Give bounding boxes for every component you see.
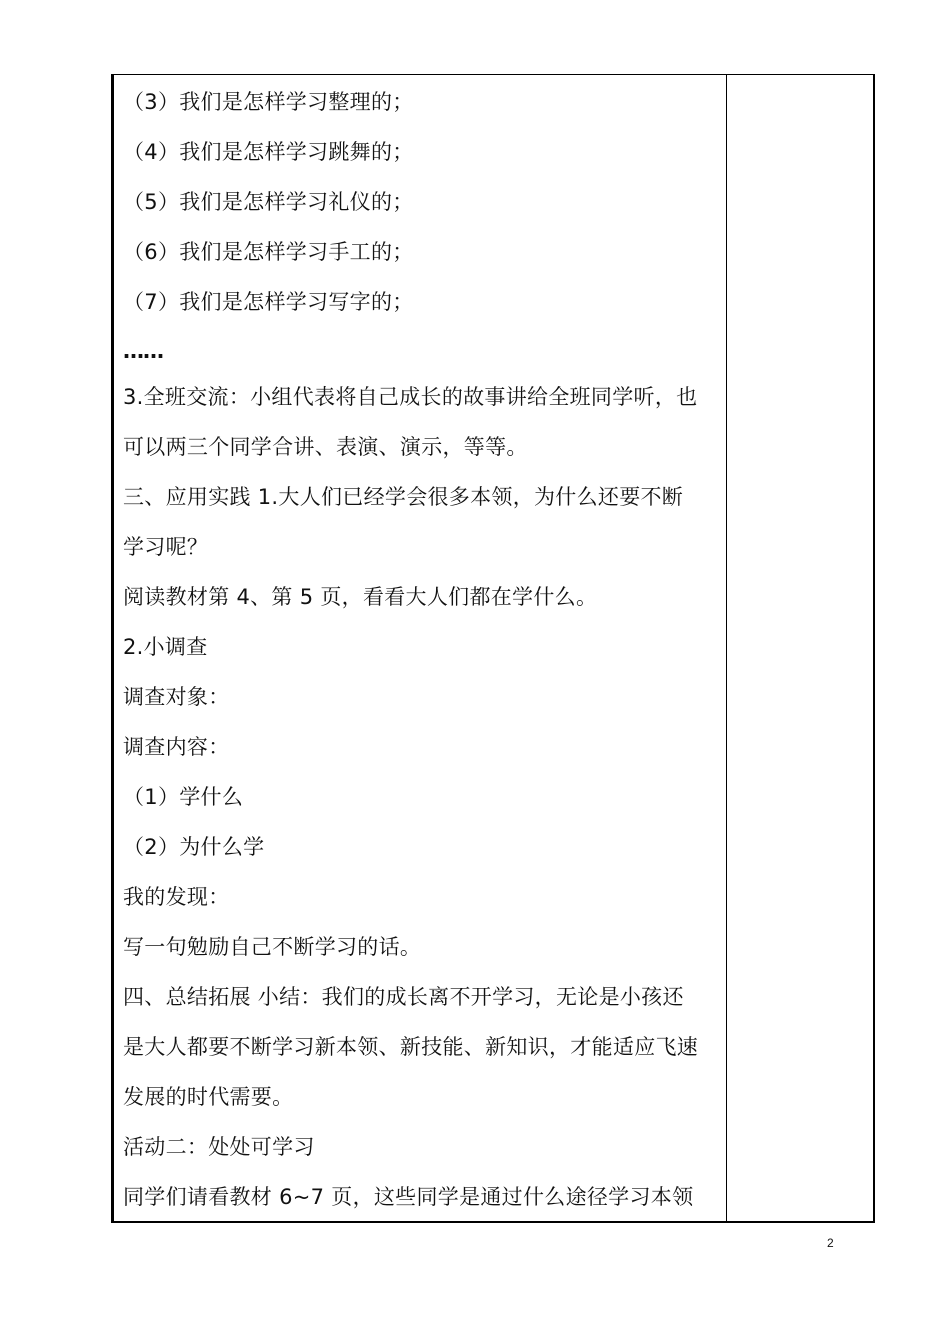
activity-heading: 活动二：处处可学习 (123, 1135, 315, 1159)
text-line: 我的发现： (123, 885, 230, 909)
text-line: 调查对象： (123, 685, 230, 709)
text-line: （3）我们是怎样学习整理的； (123, 90, 414, 114)
page-number: 2 (827, 1236, 834, 1250)
section-heading: 三、应用实践 1.大人们已经学会很多本领，为什么还要不断 (123, 485, 684, 509)
text-line: 同学们请看教材 6~7 页，这些同学是通过什么途径学习本领 (123, 1185, 694, 1209)
text-line: （7）我们是怎样学习写字的； (123, 290, 414, 314)
text-line: 发展的时代需要。 (123, 1085, 294, 1109)
text-line: （6）我们是怎样学习手工的； (123, 240, 414, 264)
text-line: （1）学什么 (123, 785, 244, 809)
text-line: 调查内容： (123, 735, 230, 759)
text-line: 2.小调查 (123, 635, 208, 659)
ellipsis-line: …… (123, 339, 163, 363)
text-line: （2）为什么学 (123, 835, 265, 859)
table-column-divider (726, 74, 727, 1223)
section-heading: 四、总结拓展 小结：我们的成长离不开学习，无论是小孩还 (123, 985, 684, 1009)
text-line: 可以两三个同学合讲、表演、演示，等等。 (123, 435, 528, 459)
text-line: 3.全班交流：小组代表将自己成长的故事讲给全班同学听，也 (123, 385, 698, 409)
text-line: （4）我们是怎样学习跳舞的； (123, 140, 414, 164)
text-line: 阅读教材第 4、第 5 页，看看大人们都在学什么。 (123, 585, 598, 609)
text-line: （5）我们是怎样学习礼仪的； (123, 190, 414, 214)
text-line: 是大人都要不断学习新本领、新技能、新知识，才能适应飞速 (123, 1035, 699, 1059)
text-line: 写一句勉励自己不断学习的话。 (123, 935, 422, 959)
text-line: 学习呢？ (123, 535, 209, 559)
